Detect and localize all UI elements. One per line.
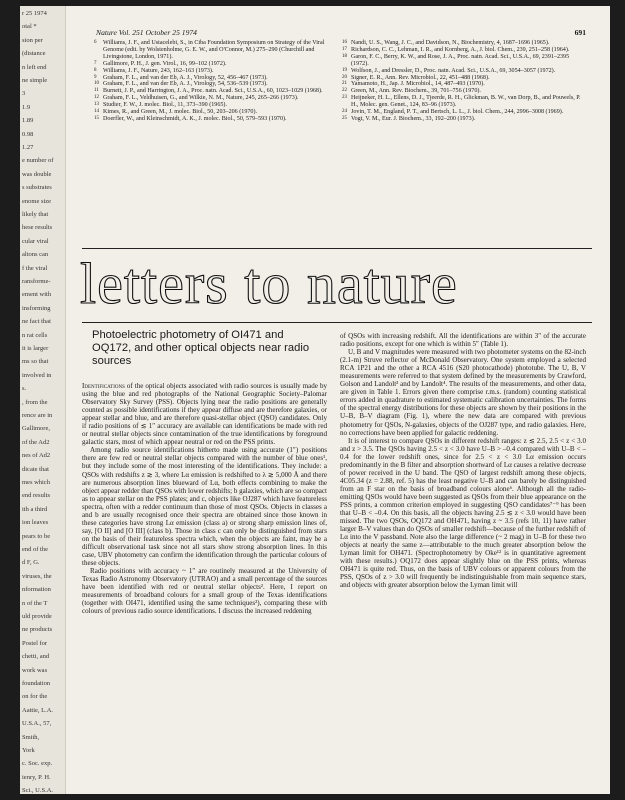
prev-page-fragment: ne simple [22, 77, 48, 84]
prev-page-fragment: (distance [22, 50, 46, 58]
prev-page-fragment: on for the [22, 693, 48, 701]
prev-page-fragment: 1.27 [22, 144, 34, 151]
paragraph: Among radio source identifications hitherto made using accurate (1″) positions there are few red or neutral stellar objects compared with the number of blue ones¹, but they include some of the most interesting of the identifications. They include: a QSOs with redshifts z ≳ 3, where Lα emission is redshifted to λ ≳ 5,000 Å and there are numerous absorption lines blueward of Lα, both effects combining to make the object appear redder than QSOs with lower redshifts; b galaxies, which are so compact as to appear stellar on the PSS plates; and c, objects like OJ287 which have featureless spectra, often with a redder continuum than those of most QSOs. Objects in classes a and b are usually recognised once their spectra are obtained since those known in these categories have strong Lα emission (class a) or strong sharp emission lines of, say, [O II] and [O III] (class b). Those in class c can only be distinguished from stars on the basis of their featureless spectra which, when the objects are faint, may be a difficult observational task since not all stars show strong absorption lines. In this case, UBV photometry can confirm the identification through the particular colours of these objects. [82, 446, 327, 568]
reference-text: Garon, F. C., Berry, K. W., and Rose, J. A., Proc. natn. Acad. Sci., U.S.A., 69, 2391–2395 (1972). [351, 53, 570, 67]
paragraph: Identifications of the optical objects associated with radio sources is usually made by using the blue and red photographs of the National Geographic Society–Palomar Observatory Sky Survey (PSS). Objects lying near the radio positions are generally counted as possible identifications if they appear diffuse and are therefore galaxies, or appear stellar and blue, and are therefore quasi-stellar object (QSO) candidates. Only if radio positions of ≲ 1″ accuracy are available can identifications be made with red or neutral stellar objects since contamination of the true identifications by foreground galactic stars, most of which appear neutral or red on the PSS prints. [82, 382, 327, 447]
references-left [94, 40, 334, 123]
prev-page-fragment: Aattie, L.A. [22, 706, 54, 714]
reference-text: Burnett, J. P., and Harrington, J. A., Proc. natn. Acad. Sci., U.S.A., 60, 1023–1029 (1968). [103, 88, 323, 95]
page-number: 691 [574, 28, 586, 37]
prev-page-fragment: Smith, [22, 733, 40, 741]
prev-page-fragment: f the viral [22, 264, 48, 272]
reference-item [342, 116, 582, 123]
prev-page-fragment: of the Ad2 [22, 438, 50, 446]
reference-item [94, 40, 334, 61]
paragraph: Radio positions with accuracy ~ 1″ are routinely measured at the University of Texas Radio Astronomy Observatory (UTRAO) and a small percentage of the sources have been identified with red or neutral stellar objects². Here, I report on measurements of broadband colours for a small group of the Texas identifications (together with OI471, identified using the same techniques²), comparing these with colours of previous radio source identifications. I discuss the increased reddening [82, 567, 327, 616]
prev-page-fragment: foundation [22, 680, 51, 687]
reference-item [342, 109, 582, 116]
main-page [72, 6, 604, 794]
reference-text: Wolfson, J., and Dressler, D., Proc. natn. Acad. Sci., U.S.A., 69, 3054–3057 (1972). [351, 67, 556, 74]
prev-page-fragment: r 25 1974 [22, 10, 47, 17]
article-column-right [340, 332, 586, 590]
reference-text: Jovin, T. M., England, P. T., and Bertsch, L. L., J. biol. Chem., 244, 2996–3008 (1969). [351, 109, 564, 116]
reference-number: 6 [94, 40, 97, 45]
prev-page-fragment: ne fact that [22, 318, 51, 326]
reference-number: 18 [342, 53, 347, 59]
reference-number: 21 [342, 81, 347, 87]
prev-page-fragment: end of the [22, 546, 48, 553]
prev-page-fragment: ms so that [22, 358, 49, 366]
reference-item [342, 95, 582, 109]
reference-text: Vogt, V. M., Eur. J. Biochem., 33, 192–200 (1973). [351, 115, 476, 122]
reference-text: Graham, F. L., and van der Eb, A. J., Virology, 52, 456–467 (1973). [103, 74, 268, 81]
prev-page-fragment: involved in [22, 371, 52, 379]
prev-page-fragment: it is larger [22, 345, 49, 352]
reference-text: Gallimore, P. H., J. gen. Virol., 16, 99–102 (1972). [103, 60, 227, 67]
reference-text: Kimes, R., and Green, M., J. molec. Biol., 50, 203–206 (1970). [103, 109, 258, 116]
reference-number: 25 [342, 115, 347, 121]
prev-page-fragment: nformation [22, 586, 51, 594]
prev-page-fragment: n of the T [22, 599, 48, 607]
reference-number: 13 [94, 102, 99, 108]
section-rule-top [82, 248, 592, 249]
paragraph: U, B and V magnitudes were measured with two photometer systems on the 82-inch (2.1-m) Struve reflector of McDonald Observatory. One system employed a selected RCA 1P21 and the other a RCA 4516 (S20 photocathode) phototube. The U, B, V measurements were referred to that system defined by the measurements by Crawford, Golson and Landolt³ and by Landolt⁴. The results of the measurements, and other data, are given in Table 1. Errors given there comprise r.m.s. (random) counting statistical errors added in quadrature to estimated systematic calibration uncertainties. The forms of the spectral energy distributions for these objects are shown by their positions in the U–B, B–V diagram (Fig. 1), where the new data are compared with previous photometry for QSOs, N-galaxies, objects of the OJ287 type, and radio galaxies. Here, no corrections have been applied for galactic reddening. [340, 348, 586, 437]
article-column-left [82, 382, 327, 615]
reference-item [342, 40, 582, 47]
reference-item [342, 54, 582, 68]
reference-text: Williams, J. F., Nature, 243, 162–163 (1973). [103, 67, 214, 74]
prev-page-fragment: sion per [22, 36, 43, 44]
prev-page-fragment: c. Soc. exp. [22, 760, 53, 768]
prev-page-fragment: s substrates [22, 184, 52, 192]
prev-page-fragment: York [22, 747, 35, 754]
reference-text: Yamamoto, H., Jap. J. Microbiol., 14, 487–493 (1970). [351, 81, 485, 88]
paragraph: of QSOs with increasing redshift. All the identifications are within 3″ of the accurate radio positions, except for one which is within 5″ (Table 1). [340, 332, 586, 349]
section-banner: letters to nature [80, 254, 458, 316]
reference-text: Williams, J. F., and Ustacelebi, S., in Ciba Foundation Symposium on Strategy of the Viral Genome (edit. by Wolstenholme, G. E. W., and O'Connor, M.) 275–290 (Churchill and Livingstone, London, 1971). [103, 40, 325, 60]
reference-item [94, 61, 334, 68]
prev-page-fragment: ith a third [22, 505, 48, 513]
prev-page-fragment: ienry, P. H. [22, 773, 51, 781]
prev-page-fragment: ement with [22, 291, 52, 299]
reference-text: Nandi, U. S., Wang, J. C., and Davidson, N., Biochemistry, 4, 1687–1696 (1965). [351, 40, 550, 46]
reference-text: Doerfler, W., and Kleinschmidt, A. K., J. molec. Biol., 50, 579–593 (1970). [103, 115, 287, 122]
prev-page-fragment: likely that [22, 211, 49, 218]
prev-page-fragment: Gallimore, [22, 425, 50, 433]
reference-text: Studier, F. W., J. molec. Biol., 11, 373–390 (1965). [103, 102, 227, 109]
reference-number: 14 [94, 109, 99, 115]
prev-page-fragment: enome size [22, 197, 52, 205]
lead-in: Identifications [82, 382, 125, 390]
prev-page-fragment: chetti, and [22, 653, 50, 661]
prev-page-fragment: pears to be [22, 532, 51, 540]
references-right [342, 40, 582, 123]
prev-page-fragment: 3 [22, 90, 26, 98]
reference-number: 8 [94, 67, 97, 73]
prev-page-fragment: , from the [22, 398, 48, 406]
prev-page-fragment: mes which [22, 479, 50, 486]
section-rule-bottom [82, 322, 592, 323]
article-title: Photoelectric photometry of OI471 and OQ172, and other optical objects near radio sources [92, 329, 310, 367]
prev-page-fragment: ne products [22, 626, 53, 634]
previous-page-edge [20, 6, 66, 794]
prev-page-fragment: was double [22, 170, 52, 178]
journal-citation: Nature Vol. 251 October 25 1974 [96, 28, 197, 37]
prev-page-fragment: dicate that [22, 465, 49, 473]
running-header [96, 28, 604, 37]
prev-page-fragment: 0.98 [22, 130, 34, 138]
reference-number: 15 [94, 115, 99, 121]
prev-page-fragment: n left end [22, 63, 47, 71]
reference-text: Richardson, C. C., Lehman, I. R., and Kornberg, A., J. biol. Chem., 239, 251–258 (1964). [351, 46, 570, 53]
reference-number: 10 [94, 81, 99, 87]
paragraph: It is of interest to compare QSOs in different redshift ranges: z ≲ 2.5, 2.5 < z < 3.0 and z > 3.5. The QSOs having 2.5 < z < 3.0 have U–B > –0.4 compared with U–B < –0.4 for the lower redshift ones, since for 2.5 < z < 3.0 Lα emission occurs predominantly in the B filter and absorption shortward of Lα causes a relative decrease of power received in the U band. The QSO of largest redshift among these objects, 4C05.34 (z = 2.88, ref. 5) has the least negative U–B and can barely be distinguished from an F star on the basis of broadband colours alone⁶. Although all the radio-emitting QSOs would have been suggested as QSOs from their blue appearance on the PSS prints, a common criterion employed in suggesting QSO candidates⁷⁻⁹ has been that U–B < –0.4. On this basis, all the objects having 2.5 ≲ z < 3.0 would have been missed. The two QSOs, OQ172 and OH471, having z ~ 3.5 (refs 10, 11) have rather larger B–V values than do QSOs of smaller redshift—because of the further redshift of Lα into the V passband. Note also the large difference (~ 2 mag) in U–B for these two objects at nearly the same z—attributable to the much greater absorption below the Lyman limit for OH471. (Spectrophotometry by Oke¹² is in quantitative agreement with these results.) OQ172 does appear slightly blue on the PSS prints, whereas OH471 is quite red. Thus, on the basis of UBV colours or apparent colours from the PSS, QSOs of z > 3.0 will frequently be indistinguishable from main sequence stars, and objects with greater absorption below the Lyman limit will [340, 436, 586, 590]
prev-page-fragment: otal * [22, 23, 37, 31]
prev-page-fragment: ransforme- [22, 278, 51, 285]
reference-number: 11 [94, 88, 99, 94]
prev-page-fragment: n rat cells [22, 331, 48, 339]
prev-page-fragment: U.S.A., 57, [22, 720, 52, 728]
prev-page-fragment: work was [22, 666, 48, 674]
prev-page-fragment: uld provide [22, 613, 52, 620]
reference-text: Signer, E. R., Ann. Rev. Microbiol., 22, 451–488 (1968). [351, 74, 490, 81]
reference-item [94, 68, 334, 75]
reference-item [94, 116, 334, 123]
reference-text: Green, M., Ann. Rev. Biochem., 39, 701–756 (1970). [351, 88, 481, 95]
reference-number: 9 [94, 74, 97, 80]
prev-page-fragment: d F, G. [22, 559, 40, 567]
reference-text: Heijneker, H. L., Ellens, D. J., Tjeerde, R. H., Glickman, B. W., van Dorp, B., and Pouwels, P. H., Molec. gen. Genet., 124, 83–96 (1973). [351, 95, 581, 109]
prev-page-fragment: altons can [22, 251, 49, 259]
reference-text: Graham, F. L., Veldhuisen, G., and Wilkie, N. M., Nature, 245, 265–266 (1973). [103, 95, 299, 102]
reference-item [94, 109, 334, 116]
reference-number: 16 [342, 40, 347, 45]
prev-page-fragment: Sci., U.S.A. [22, 787, 54, 794]
reference-number: 17 [342, 46, 347, 52]
prev-page-fragment: Postel for [22, 639, 48, 647]
prev-page-fragment: hese results [22, 224, 53, 232]
prev-page-fragment: e number of [22, 157, 54, 165]
prev-page-fragment: viruses, the [22, 572, 52, 580]
prev-page-fragment: rence are in [22, 412, 53, 419]
journal-page [20, 6, 610, 794]
reference-number: 7 [94, 60, 97, 66]
prev-page-fragment: 1.89 [22, 117, 34, 125]
reference-item [342, 88, 582, 95]
prev-page-fragment: 1.9 [22, 103, 31, 111]
prev-page-fragment: ion leaves [22, 519, 49, 527]
prev-page-fragment: insforming [22, 304, 51, 312]
prev-page-fragment: end results [22, 492, 50, 500]
reference-item [342, 47, 582, 54]
reference-number: 24 [342, 109, 347, 115]
reference-item [342, 68, 582, 75]
prev-page-fragment: s. [22, 385, 27, 393]
reference-number: 22 [342, 88, 347, 94]
prev-page-fragment: cular viral [22, 237, 49, 245]
reference-number: 20 [342, 74, 347, 80]
prev-page-fragment: nes of Ad2 [22, 452, 51, 460]
reference-text: Graham, F. L., and van der Eb, A. J., Virology, 54, 536–539 (1973). [103, 81, 268, 88]
reference-number: 19 [342, 67, 347, 73]
reference-number: 12 [94, 95, 99, 101]
reference-number: 23 [342, 95, 347, 101]
